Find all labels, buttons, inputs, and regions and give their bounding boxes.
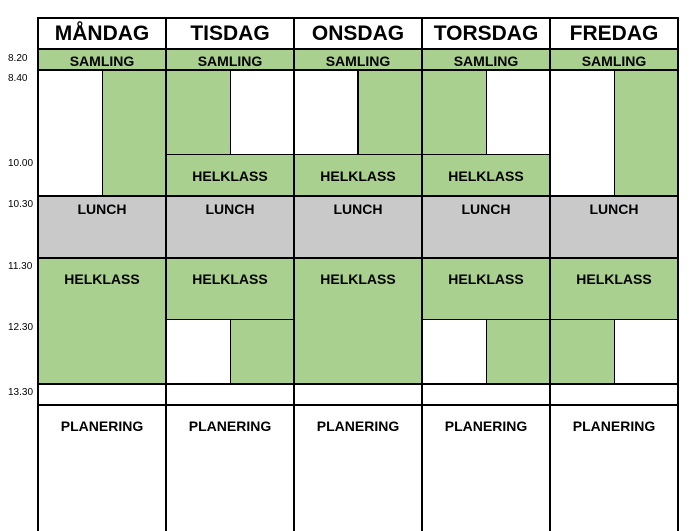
grid-line	[614, 70, 615, 196]
helklass-label-friday-pm: HELKLASS	[576, 271, 652, 287]
lunch-label-wednesday: LUNCH	[333, 201, 383, 217]
helklass-label-tuesday-am: HELKLASS	[192, 168, 268, 184]
samling-label-monday: SAMLING	[69, 53, 135, 69]
time-label: 12.30	[8, 322, 34, 333]
block-tuesday-1230	[230, 320, 294, 384]
block-monday-1230	[38, 320, 166, 384]
day-header-friday: FREDAG	[569, 22, 659, 45]
group-block-tuesday	[166, 70, 230, 155]
grid-line	[549, 17, 551, 531]
planering-label-thursday: PLANERING	[444, 418, 528, 434]
grid-line	[614, 320, 615, 384]
time-label: 8.40	[8, 73, 28, 84]
helklass-label-wednesday-pm: HELKLASS	[320, 271, 396, 287]
helklass-label-wednesday-am: HELKLASS	[320, 168, 396, 184]
grid-line	[230, 70, 231, 155]
helklass-label-tuesday-pm: HELKLASS	[192, 271, 268, 287]
samling-label-tuesday: SAMLING	[197, 53, 263, 69]
grid-line	[37, 17, 39, 531]
day-header-wednesday: ONSDAG	[311, 22, 405, 45]
day-header-tuesday: TISDAG	[190, 22, 270, 45]
planering-label-tuesday: PLANERING	[188, 418, 272, 434]
time-label: 8.20	[8, 53, 28, 64]
planering-label-friday: PLANERING	[572, 418, 656, 434]
lunch-label-monday: LUNCH	[77, 201, 127, 217]
planering-label-wednesday: PLANERING	[316, 418, 400, 434]
grid-line	[357, 70, 359, 155]
planering-label-monday: PLANERING	[60, 418, 144, 434]
grid-line	[37, 48, 679, 50]
grid-line	[230, 320, 231, 384]
block-thursday-1230	[486, 320, 550, 384]
time-label: 11.30	[8, 261, 33, 272]
time-label: 10.00	[8, 158, 34, 169]
grid-line	[165, 17, 167, 531]
day-header-monday: MÅNDAG	[54, 22, 150, 45]
samling-label-friday: SAMLING	[581, 53, 647, 69]
grid-line	[37, 17, 679, 19]
grid-line	[421, 319, 679, 320]
block-friday-1230	[550, 320, 614, 384]
time-label: 10.30	[8, 199, 34, 210]
group-block-thursday	[422, 70, 486, 155]
lunch-label-thursday: LUNCH	[461, 201, 511, 217]
lunch-label-friday: LUNCH	[589, 201, 639, 217]
samling-label-thursday: SAMLING	[453, 53, 519, 69]
grid-line	[486, 320, 487, 384]
grid-line	[486, 70, 487, 155]
helklass-label-thursday-am: HELKLASS	[448, 168, 524, 184]
grid-line	[37, 257, 679, 259]
group-block-monday	[103, 70, 166, 196]
lunch-label-tuesday: LUNCH	[205, 201, 255, 217]
grid-line	[37, 383, 679, 385]
helklass-afternoon-row	[38, 258, 678, 320]
group-block-friday	[614, 70, 678, 196]
grid-line	[293, 17, 295, 531]
helklass-label-thursday-pm: HELKLASS	[448, 271, 524, 287]
time-label: 13.30	[8, 387, 34, 398]
group-block-wednesday	[358, 70, 422, 155]
samling-label-wednesday: SAMLING	[325, 53, 391, 69]
day-header-thursday: TORSDAG	[433, 22, 539, 45]
grid-line	[37, 195, 679, 197]
grid-line	[37, 404, 679, 406]
helklass-label-monday-pm: HELKLASS	[64, 271, 140, 287]
block-wednesday-1230	[294, 320, 422, 384]
grid-line	[102, 70, 103, 196]
grid-line	[677, 17, 679, 531]
grid-line	[421, 17, 423, 531]
